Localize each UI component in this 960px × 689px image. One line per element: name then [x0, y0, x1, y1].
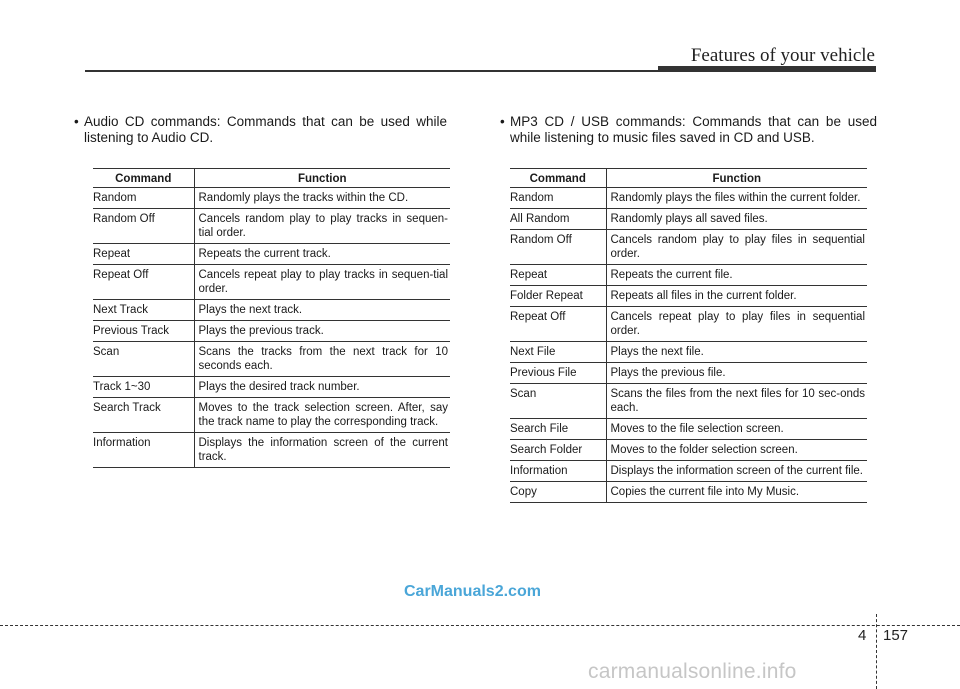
mp3-usb-table-body: [510, 188, 867, 503]
function-cell: Cancels random play to play files in sequential order.: [606, 230, 867, 265]
table-row: [510, 307, 867, 342]
column-header-function: Function: [194, 169, 450, 188]
command-cell: Information: [93, 433, 194, 468]
bullet-icon: •: [74, 114, 79, 129]
function-cell: Cancels repeat play to play tracks in sequen-tial order.: [194, 265, 450, 300]
function-cell: Moves to the folder selection screen.: [606, 440, 867, 461]
command-cell: Repeat Off: [93, 265, 194, 300]
mp3-usb-intro-line2: while listening to music files saved in CD and USB.: [510, 130, 815, 145]
footer-divider: [0, 625, 960, 626]
page-header-title: Features of your vehicle: [690, 45, 875, 66]
function-cell: Moves to the track selection screen. After, say the track name to play the corresponding track.: [194, 398, 450, 433]
site-watermark: carmanualsonline.info: [588, 660, 797, 683]
column-header-command: Command: [93, 169, 194, 188]
table-row: [510, 363, 867, 384]
function-cell: Cancels random play to play tracks in sequen-tial order.: [194, 209, 450, 244]
table-row: [510, 286, 867, 307]
command-cell: Random Off: [93, 209, 194, 244]
function-cell: Scans the tracks from the next track for 10 seconds each.: [194, 342, 450, 377]
table-row: [93, 209, 450, 244]
table-header-row: [93, 169, 450, 188]
function-cell: Plays the previous file.: [606, 363, 867, 384]
command-cell: Search Folder: [510, 440, 606, 461]
footer-vertical-divider: [876, 614, 877, 689]
command-cell: Previous Track: [93, 321, 194, 342]
column-header-command: Command: [510, 169, 606, 188]
mp3-usb-intro: [500, 114, 877, 146]
table-row: [510, 461, 867, 482]
table-row: [510, 209, 867, 230]
mp3-usb-command-table: [510, 168, 867, 503]
table-row: [510, 230, 867, 265]
table-row: [93, 398, 450, 433]
command-cell: All Random: [510, 209, 606, 230]
command-cell: Previous File: [510, 363, 606, 384]
function-cell: Repeats the current track.: [194, 244, 450, 265]
header-rule-accent: [658, 66, 876, 72]
command-cell: Information: [510, 461, 606, 482]
table-row: [510, 265, 867, 286]
function-cell: Displays the information screen of the current file.: [606, 461, 867, 482]
function-cell: Repeats all files in the current folder.: [606, 286, 867, 307]
table-row: [510, 188, 867, 209]
page-number: 157: [883, 627, 909, 644]
header-rule: [85, 70, 660, 72]
audio-cd-command-table: [93, 168, 450, 468]
bullet-icon: •: [500, 114, 505, 129]
table-row: [510, 440, 867, 461]
table-row: [93, 188, 450, 209]
function-cell: Plays the desired track number.: [194, 377, 450, 398]
function-cell: Plays the previous track.: [194, 321, 450, 342]
audio-cd-intro: [74, 114, 447, 146]
command-cell: Random: [93, 188, 194, 209]
table-row: [510, 482, 867, 503]
command-cell: Repeat: [93, 244, 194, 265]
table-row: [93, 321, 450, 342]
function-cell: Repeats the current file.: [606, 265, 867, 286]
function-cell: Plays the next file.: [606, 342, 867, 363]
command-cell: Search File: [510, 419, 606, 440]
function-cell: Scans the files from the next files for 10 sec-onds each.: [606, 384, 867, 419]
function-cell: Cancels repeat play to play files in sequential order.: [606, 307, 867, 342]
mp3-usb-intro-line1: MP3 CD / USB commands: Commands that can be used: [510, 114, 877, 129]
command-cell: Search Track: [93, 398, 194, 433]
function-cell: Randomly plays all saved files.: [606, 209, 867, 230]
command-cell: Repeat Off: [510, 307, 606, 342]
function-cell: Plays the next track.: [194, 300, 450, 321]
column-header-function: Function: [606, 169, 867, 188]
table-header-row: [510, 169, 867, 188]
table-row: [93, 265, 450, 300]
table-row: [93, 433, 450, 468]
function-cell: Randomly plays the tracks within the CD.: [194, 188, 450, 209]
table-row: [93, 244, 450, 265]
command-cell: Track 1~30: [93, 377, 194, 398]
command-cell: Scan: [510, 384, 606, 419]
table-row: [510, 342, 867, 363]
chapter-number: 4: [858, 627, 867, 644]
table-row: [510, 419, 867, 440]
command-cell: Next File: [510, 342, 606, 363]
function-cell: Displays the information screen of the current track.: [194, 433, 450, 468]
audio-cd-table-body: [93, 188, 450, 468]
command-cell: Folder Repeat: [510, 286, 606, 307]
function-cell: Randomly plays the files within the current folder.: [606, 188, 867, 209]
command-cell: Next Track: [93, 300, 194, 321]
command-cell: Random Off: [510, 230, 606, 265]
table-row: [93, 377, 450, 398]
command-cell: Random: [510, 188, 606, 209]
audio-cd-intro-line2: listening to Audio CD.: [84, 130, 214, 145]
command-cell: Copy: [510, 482, 606, 503]
watermark-text: CarManuals2.com: [404, 583, 541, 600]
table-row: [93, 342, 450, 377]
audio-cd-intro-line1: Audio CD commands: Commands that can be used while: [84, 114, 447, 129]
function-cell: Moves to the file selection screen.: [606, 419, 867, 440]
command-cell: Repeat: [510, 265, 606, 286]
table-row: [93, 300, 450, 321]
command-cell: Scan: [93, 342, 194, 377]
table-row: [510, 384, 867, 419]
function-cell: Copies the current file into My Music.: [606, 482, 867, 503]
